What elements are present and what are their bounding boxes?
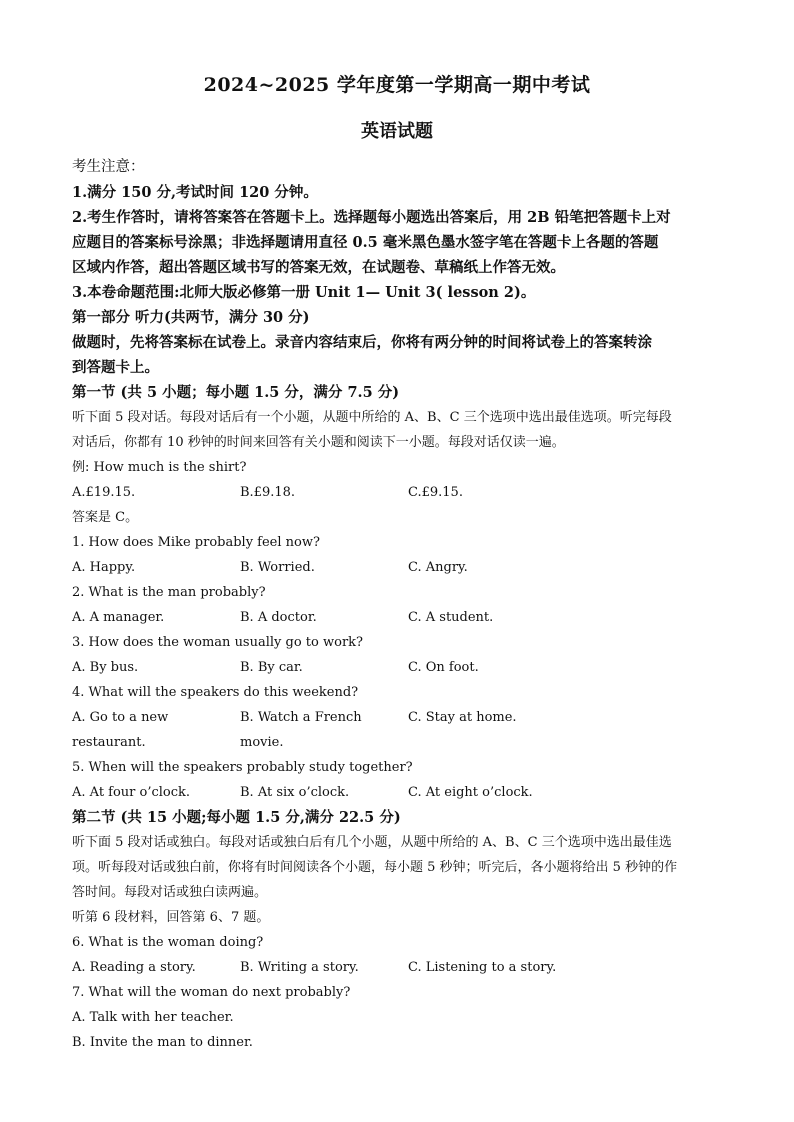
section2-instruction: 听下面 5 段对话或独白。每段对话或独白后有几个小题，从题中所给的 A、B、C 三个选项中选出最佳选	[72, 835, 672, 850]
part1-instruction: 做题时，先将答案标在试卷上。录音内容结束后，你将有两分钟的时间将试卷上的答案转涂	[72, 334, 652, 351]
question-options	[72, 655, 722, 680]
option-b: B.£9.18.	[240, 485, 296, 500]
option-c: C. Stay at home.	[408, 710, 517, 725]
option-b: B. By car.	[240, 660, 303, 675]
option-c: C. On foot.	[408, 660, 479, 675]
section2-instruction: 项。听每段对话或独白前，你将有时间阅读各个小题，每小题 5 秒钟；听完后，各小题将给出 5 秒钟的作	[72, 860, 678, 875]
option-a: A. Talk with her teacher.	[72, 1010, 234, 1025]
example-answer: 答案是 C。	[72, 510, 139, 525]
part1-instruction: 到答题卡上。	[72, 359, 159, 376]
option-c: C. Angry.	[408, 560, 468, 575]
section2-heading: 第二节 (共 15 小题;每小题 1.5 分,满分 22.5 分)	[72, 809, 401, 826]
question-options	[72, 555, 722, 580]
question-options	[72, 705, 722, 755]
question-options	[72, 955, 722, 980]
option-c: C. At eight o’clock.	[408, 785, 533, 800]
question: 2. What is the man probably?	[72, 585, 266, 600]
option-a: A. At four o’clock.	[72, 785, 191, 800]
question: 4. What will the speakers do this weekend?	[72, 685, 359, 700]
section1-heading: 第一节 (共 5 小题；每小题 1.5 分，满分 7.5 分)	[72, 384, 400, 401]
question-options	[72, 605, 722, 630]
notice-heading: 考生注意：	[72, 159, 145, 175]
exam-title: 2024~2025 学年度第一学期高一期中考试	[203, 74, 591, 96]
question: 7. What will the woman do next probably?	[72, 985, 351, 1000]
option-a: A. Reading a story.	[72, 960, 196, 975]
option-b: B. Writing a story.	[240, 960, 359, 975]
section1-instruction: 对话后，你都有 10 秒钟的时间来回答有关小题和阅读下一小题。每段对话仅读一遍。	[72, 435, 565, 450]
notice-line: 区域内作答，超出答题区域书写的答案无效，在试题卷、草稿纸上作答无效。	[72, 259, 565, 276]
option-b: B. A doctor.	[240, 610, 317, 625]
exam-subtitle: 英语试题	[361, 121, 433, 142]
question: 6. What is the woman doing?	[72, 935, 264, 950]
example-options	[72, 480, 722, 505]
notice-line: 应题目的答案标号涂黑；非选择题请用直径 0.5 毫米黑色墨水签字笔在答题卡上各题的答题	[72, 234, 659, 251]
notice-line: 1.满分 150 分,考试时间 120 分钟。	[72, 184, 318, 201]
part1-heading: 第一部分 听力(共两节，满分 30 分)	[72, 309, 310, 326]
question: 5. When will the speakers probably study together?	[72, 760, 413, 775]
option-b: B. Watch a French movie.	[240, 710, 362, 750]
option-b: B. Invite the man to dinner.	[72, 1035, 253, 1050]
question: 3. How does the woman usually go to work?	[72, 635, 364, 650]
option-a: A.£19.15.	[72, 485, 136, 500]
question: 1. How does Mike probably feel now?	[72, 535, 320, 550]
section2-instruction: 答时间。每段对话或独白读两遍。	[72, 885, 268, 900]
option-b: B. Worried.	[240, 560, 315, 575]
example-question: 例: How much is the shirt?	[72, 460, 247, 475]
notice-line: 2.考生作答时，请将答案答在答题卡上。选择题每小题选出答案后，用 2B 铅笔把答题卡上对	[72, 209, 671, 226]
option-a: A. Happy.	[72, 560, 136, 575]
option-c: C. Listening to a story.	[408, 960, 557, 975]
option-a: A. Go to a new restaurant.	[72, 710, 169, 750]
question-options	[72, 780, 722, 805]
option-a: A. A manager.	[72, 610, 165, 625]
option-a: A. By bus.	[72, 660, 139, 675]
notice-line: 3.本卷命题范围:北师大版必修第一册 Unit 1— Unit 3( lesson 2)。	[72, 284, 536, 301]
material-note: 听第 6 段材料，回答第 6、7 题。	[72, 910, 270, 925]
exam-page	[72, 70, 722, 1055]
section1-instruction: 听下面 5 段对话。每段对话后有一个小题，从题中所给的 A、B、C 三个选项中选出最佳选项。听完每段	[72, 410, 672, 425]
option-b: B. At six o’clock.	[240, 785, 350, 800]
option-c: C.£9.15.	[408, 485, 463, 500]
option-c: C. A student.	[408, 610, 494, 625]
